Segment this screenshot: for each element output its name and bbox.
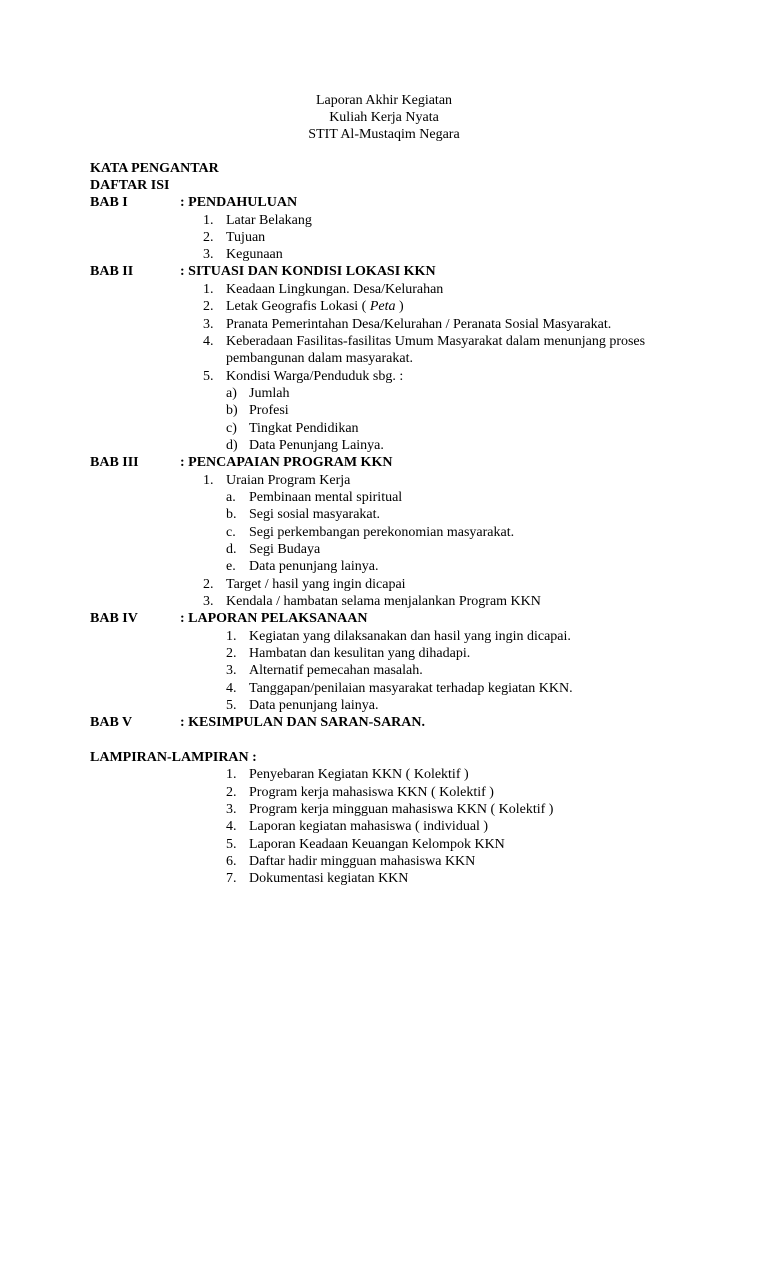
bab4-item-1-num: 1.: [226, 629, 237, 644]
bab2-item-5: Kondisi Warga/Penduduk sbg. :: [226, 369, 404, 384]
bab2-sub-a: Jumlah: [249, 386, 290, 401]
bab3-sub-a: Pembinaan mental spiritual: [249, 490, 403, 505]
lampiran-item-5: Laporan Keadaan Keuangan Kelompok KKN: [249, 837, 505, 852]
bab2-sub-b-num: b): [226, 403, 238, 418]
lampiran-item-3-num: 3.: [226, 802, 237, 817]
bab3-item-2: Target / hasil yang ingin dicapai: [226, 577, 406, 592]
bab5-title: : KESIMPULAN DAN SARAN-SARAN.: [180, 715, 426, 730]
bab4-item-5: Data penunjang lainya.: [249, 698, 379, 713]
bab2-item-4: Keberadaan Fasilitas-fasilitas Umum Masyarakat dalam menunjang proses: [226, 334, 646, 349]
bab2-sub-a-num: a): [226, 386, 237, 401]
bab2-item-4-cont: pembangunan dalam masyarakat.: [226, 351, 413, 366]
bab4-item-1: Kegiatan yang dilaksanakan dan hasil yang ingin dicapai.: [249, 629, 571, 644]
bab3-item-1-num: 1.: [203, 473, 214, 488]
lampiran-item-7: Dokumentasi kegiatan KKN: [249, 871, 409, 886]
bab2-item-2-num: 2.: [203, 299, 214, 314]
bab4-item-3: Alternatif pemecahan masalah.: [249, 663, 423, 678]
lampiran-item-1: Penyebaran Kegiatan KKN ( Kolektif ): [249, 767, 469, 782]
lampiran-item-4-num: 4.: [226, 819, 237, 834]
lampiran-item-1-num: 1.: [226, 767, 237, 782]
bab3-item-3: Kendala / hambatan selama menjalankan Program KKN: [226, 594, 541, 609]
bab1-item-3-num: 3.: [203, 247, 214, 262]
lampiran-item-4: Laporan kegiatan mahasiswa ( individual ): [249, 819, 489, 834]
bab4-item-5-num: 5.: [226, 698, 237, 713]
bab3-item-1: Uraian Program Kerja: [226, 473, 351, 488]
lampiran-item-3: Program kerja mingguan mahasiswa KKN ( Kolektif ): [249, 802, 554, 817]
lampiran-item-6: Daftar hadir mingguan mahasiswa KKN: [249, 854, 476, 869]
bab3-item-3-num: 3.: [203, 594, 214, 609]
title-line-3: STIT Al-Mustaqim Negara: [308, 127, 460, 142]
bab4-item-3-num: 3.: [226, 663, 237, 678]
bab3-title: : PENCAPAIAN PROGRAM KKN: [180, 455, 393, 470]
bab1-item-1: Latar Belakang: [226, 213, 312, 228]
bab2-item-2: [226, 298, 404, 315]
daftar-isi-heading: DAFTAR ISI: [90, 178, 170, 193]
bab3-item-2-num: 2.: [203, 577, 214, 592]
bab3-sub-b-num: b.: [226, 507, 237, 522]
bab3-label: BAB III: [90, 455, 139, 470]
bab2-item-1: Keadaan Lingkungan. Desa/Kelurahan: [226, 282, 444, 297]
bab1-item-1-num: 1.: [203, 213, 214, 228]
bab3-sub-a-num: a.: [226, 490, 236, 505]
lampiran-item-7-num: 7.: [226, 871, 237, 886]
bab3-sub-e-num: e.: [226, 559, 236, 574]
bab2-item-3-num: 3.: [203, 317, 214, 332]
bab1-item-3: Kegunaan: [226, 247, 283, 262]
bab2-item-1-num: 1.: [203, 282, 214, 297]
bab2-sub-d: Data Penunjang Lainya.: [249, 438, 384, 453]
bab2-item-3: Pranata Pemerintahan Desa/Kelurahan / Peranata Sosial Masyarakat.: [226, 317, 612, 332]
bab1-title: : PENDAHULUAN: [180, 195, 298, 210]
bab1-label: BAB I: [90, 195, 128, 210]
title-line-2: Kuliah Kerja Nyata: [329, 110, 439, 125]
bab4-item-4: Tanggapan/penilaian masyarakat terhadap kegiatan KKN.: [249, 681, 573, 696]
bab4-item-4-num: 4.: [226, 681, 237, 696]
lampiran-item-2-num: 2.: [226, 785, 237, 800]
bab2-title: : SITUASI DAN KONDISI LOKASI KKN: [180, 264, 436, 279]
bab1-item-2: Tujuan: [226, 230, 266, 245]
bab4-item-2: Hambatan dan kesulitan yang dihadapi.: [249, 646, 471, 661]
bab2-item-4-num: 4.: [203, 334, 214, 349]
bab2-item-2-italic: Peta: [369, 299, 396, 314]
bab2-sub-b: Profesi: [249, 403, 289, 418]
bab2-item-2-post: ): [395, 299, 404, 314]
bab3-sub-d-num: d.: [226, 542, 237, 557]
lampiran-heading: LAMPIRAN-LAMPIRAN :: [90, 750, 257, 765]
bab3-sub-d: Segi Budaya: [249, 542, 321, 557]
bab2-item-5-num: 5.: [203, 369, 214, 384]
bab2-sub-d-num: d): [226, 438, 238, 453]
document-title: [0, 92, 768, 143]
lampiran-item-5-num: 5.: [226, 837, 237, 852]
title-line-1: Laporan Akhir Kegiatan: [315, 93, 453, 108]
bab2-sub-c: Tingkat Pendidikan: [249, 421, 359, 436]
bab3-sub-b: Segi sosial masyarakat.: [249, 507, 381, 522]
bab3-sub-e: Data penunjang lainya.: [249, 559, 379, 574]
bab3-sub-c: Segi perkembangan perekonomian masyarakat.: [249, 525, 515, 540]
lampiran-item-2: Program kerja mahasiswa KKN ( Kolektif ): [249, 785, 494, 800]
bab2-sub-c-num: c): [226, 421, 237, 436]
bab4-title: : LAPORAN PELAKSANAAN: [180, 611, 368, 626]
kata-pengantar-heading: KATA PENGANTAR: [90, 161, 219, 176]
bab5-label: BAB V: [90, 715, 133, 730]
bab2-item-2-pre: Letak Geografis Lokasi (: [226, 299, 370, 314]
bab3-sub-c-num: c.: [226, 525, 236, 540]
bab4-label: BAB IV: [90, 611, 138, 626]
bab4-item-2-num: 2.: [226, 646, 237, 661]
bab1-item-2-num: 2.: [203, 230, 214, 245]
lampiran-item-6-num: 6.: [226, 854, 237, 869]
bab2-label: BAB II: [90, 264, 134, 279]
